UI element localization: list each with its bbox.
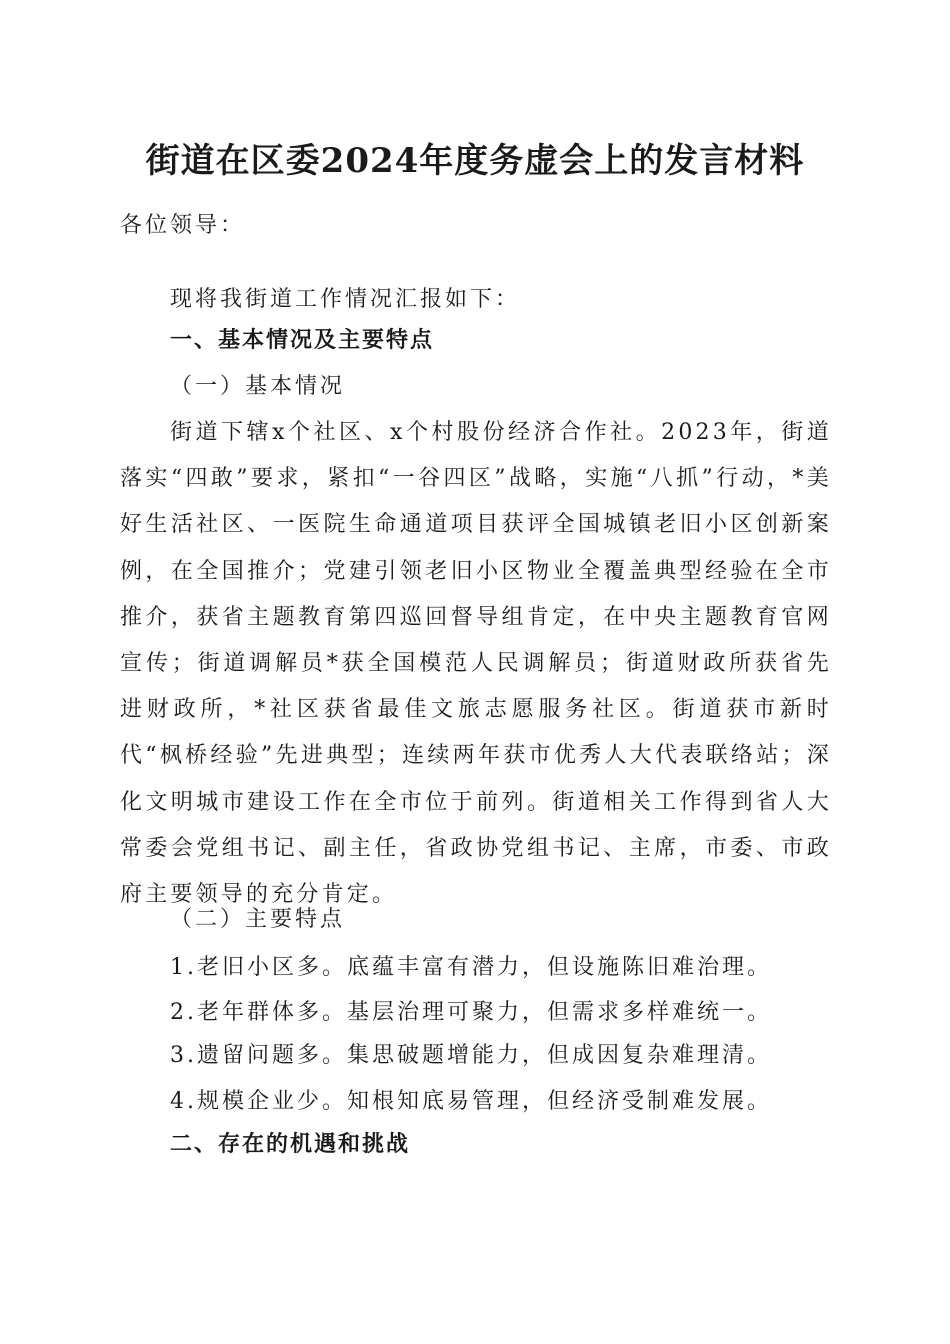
subsection-1-heading: （一）基本情况 bbox=[170, 374, 346, 399]
section-2-heading: 二、存在的机遇和挑战 bbox=[170, 1132, 411, 1157]
subsection-2-heading: （二）主要特点 bbox=[170, 907, 346, 932]
feature-item-4: 4.规模企业少。知根知底易管理，但经济受制难发展。 bbox=[170, 1089, 772, 1114]
feature-item-1: 1.老旧小区多。底蕴丰富有潜力，但设施陈旧难治理。 bbox=[170, 955, 772, 980]
basic-situation-paragraph: 街道下辖x个社区、x个村股份经济合作社。2023年，街道落实“四敢”要求，紧扣“一谷四区”战略，实施“八抓”行动，*美好生活社区、一医院生命通道项目获评全国城镇老旧小区创新案例，在全国推介；党建引领老旧小区物业全覆盖典型经验在全市推介，获省主题教育第四巡回督导组肯定，在中央主题教育官网宣传；街道调解员*获全国模范人民调解员；街道财政所获省先进财政所，*社区获省最佳文旅志愿服务社区。街道获市新时代“枫桥经验”先进典型；连续两年获市优秀人大代表联络站；深化文明城市建设工作在全市位于前列。街道相关工作得到省人大常委会党组书记、副主任，省政协党组书记、主席，市委、市政府主要领导的充分肯定。 bbox=[120, 420, 832, 908]
intro-text: 现将我街道工作情况汇报如下： bbox=[170, 287, 521, 312]
section-1-heading: 一、基本情况及主要特点 bbox=[170, 328, 435, 353]
document-title: 街道在区委2024年度务虚会上的发言材料 bbox=[145, 141, 805, 181]
feature-item-2: 2.老年群体多。基层治理可聚力，但需求多样难统一。 bbox=[170, 1000, 772, 1025]
feature-item-3: 3.遗留问题多。集思破题增能力，但成因复杂难理清。 bbox=[170, 1043, 772, 1068]
salutation: 各位领导： bbox=[120, 213, 246, 238]
